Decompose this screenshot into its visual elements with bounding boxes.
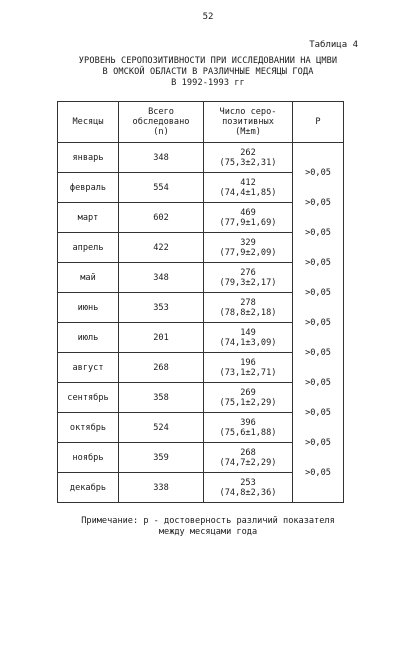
title-line: В ОМСКОЙ ОБЛАСТИ В РАЗЛИЧНЫЕ МЕСЯЦЫ ГОДА bbox=[102, 67, 314, 77]
cell-positive-count: 329 bbox=[240, 237, 256, 248]
header-total-line: обследовано bbox=[132, 117, 190, 127]
cell-positive bbox=[204, 383, 293, 413]
cell-total: 524 bbox=[119, 413, 204, 443]
footnote-line: между месяцами года bbox=[158, 527, 258, 537]
cell-month: февраль bbox=[58, 173, 119, 203]
cell-positive-percent: (74,1±3,09) bbox=[219, 337, 277, 348]
table-row bbox=[58, 143, 344, 173]
cell-positive-percent: (74,8±2,36) bbox=[219, 487, 277, 498]
cell-positive-count: 469 bbox=[240, 207, 256, 218]
cell-positive-percent: (78,8±2,18) bbox=[219, 307, 277, 318]
seropositivity-table bbox=[57, 101, 344, 503]
cell-positive-count: 396 bbox=[240, 417, 256, 428]
title-line: УРОВЕНЬ СЕРОПОЗИТИВНОСТИ ПРИ ИССЛЕДОВАНИИ НА ЦМВИ bbox=[78, 56, 338, 66]
cell-month: июль bbox=[58, 323, 119, 353]
cell-positive bbox=[204, 233, 293, 263]
cell-month: октябрь bbox=[58, 413, 119, 443]
cell-total: 348 bbox=[119, 263, 204, 293]
p-value: >0,05 bbox=[305, 228, 331, 238]
cell-positive-percent: (75,6±1,88) bbox=[219, 427, 277, 438]
cell-positive-percent: (74,7±2,29) bbox=[219, 457, 277, 468]
cell-positive bbox=[204, 473, 293, 503]
cell-positive bbox=[204, 293, 293, 323]
cell-positive-percent: (73,1±2,71) bbox=[219, 367, 277, 378]
footnote-line: Примечание: р - достоверность различий показателя bbox=[81, 516, 335, 526]
p-value: >0,05 bbox=[305, 198, 331, 208]
cell-positive-count: 196 bbox=[240, 357, 256, 368]
cell-positive bbox=[204, 143, 293, 173]
cell-total: 268 bbox=[119, 353, 204, 383]
p-value: >0,05 bbox=[305, 348, 331, 358]
table-label: Таблица 4 bbox=[309, 40, 358, 50]
p-value: >0,05 bbox=[305, 438, 331, 448]
cell-positive-count: 276 bbox=[240, 267, 256, 278]
p-value: >0,05 bbox=[305, 378, 331, 388]
p-value: >0,05 bbox=[305, 168, 331, 178]
cell-positive bbox=[204, 413, 293, 443]
title-line: В 1992-1993 гг bbox=[171, 78, 245, 88]
cell-positive-percent: (75,1±2,29) bbox=[219, 397, 277, 408]
cell-positive-count: 268 bbox=[240, 447, 256, 458]
header-total bbox=[119, 102, 204, 143]
cell-positive bbox=[204, 323, 293, 353]
cell-total: 201 bbox=[119, 323, 204, 353]
cell-month: декабрь bbox=[58, 473, 119, 503]
cell-positive bbox=[204, 173, 293, 203]
header-row bbox=[58, 102, 344, 143]
p-value: >0,05 bbox=[305, 288, 331, 298]
cell-positive bbox=[204, 353, 293, 383]
footnote bbox=[20, 516, 396, 538]
cell-month: июнь bbox=[58, 293, 119, 323]
header-month: Месяцы bbox=[58, 102, 119, 143]
cell-positive bbox=[204, 203, 293, 233]
cell-positive-count: 253 bbox=[240, 477, 256, 488]
cell-positive bbox=[204, 443, 293, 473]
p-value: >0,05 bbox=[305, 468, 331, 478]
cell-total: 358 bbox=[119, 383, 204, 413]
cell-total: 554 bbox=[119, 173, 204, 203]
cell-month: ноябрь bbox=[58, 443, 119, 473]
cell-positive-count: 412 bbox=[240, 177, 256, 188]
cell-month: март bbox=[58, 203, 119, 233]
cell-month: январь bbox=[58, 143, 119, 173]
header-positive-line: Число серо- bbox=[219, 107, 277, 117]
p-value-column bbox=[293, 143, 344, 503]
cell-positive-percent: (74,4±1,85) bbox=[219, 187, 277, 198]
p-value: >0,05 bbox=[305, 408, 331, 418]
header-positive-line: позитивных bbox=[222, 117, 274, 127]
cell-month: апрель bbox=[58, 233, 119, 263]
cell-total: 348 bbox=[119, 143, 204, 173]
cell-positive-percent: (79,3±2,17) bbox=[219, 277, 277, 288]
cell-total: 338 bbox=[119, 473, 204, 503]
cell-positive-count: 269 bbox=[240, 387, 256, 398]
cell-month: май bbox=[58, 263, 119, 293]
cell-positive-percent: (75,3±2,31) bbox=[219, 157, 277, 168]
cell-total: 602 bbox=[119, 203, 204, 233]
header-total-line: Всего bbox=[148, 107, 174, 117]
header-total-line: (n) bbox=[153, 127, 169, 137]
cell-positive-count: 278 bbox=[240, 297, 256, 308]
table-title bbox=[40, 56, 376, 89]
page-number: 52 bbox=[202, 12, 214, 22]
cell-total: 353 bbox=[119, 293, 204, 323]
cell-total: 359 bbox=[119, 443, 204, 473]
cell-positive-count: 262 bbox=[240, 147, 256, 158]
header-p: P bbox=[293, 102, 344, 143]
header-positive-line: (M±m) bbox=[235, 127, 261, 137]
cell-total: 422 bbox=[119, 233, 204, 263]
cell-positive bbox=[204, 263, 293, 293]
header-positive bbox=[204, 102, 293, 143]
cell-positive-percent: (77,9±2,09) bbox=[219, 247, 277, 258]
cell-month: сентябрь bbox=[58, 383, 119, 413]
cell-positive-percent: (77,9±1,69) bbox=[219, 217, 277, 228]
p-value: >0,05 bbox=[305, 318, 331, 328]
table-body bbox=[58, 143, 344, 503]
p-value: >0,05 bbox=[305, 258, 331, 268]
cell-month: август bbox=[58, 353, 119, 383]
cell-positive-count: 149 bbox=[240, 327, 256, 338]
